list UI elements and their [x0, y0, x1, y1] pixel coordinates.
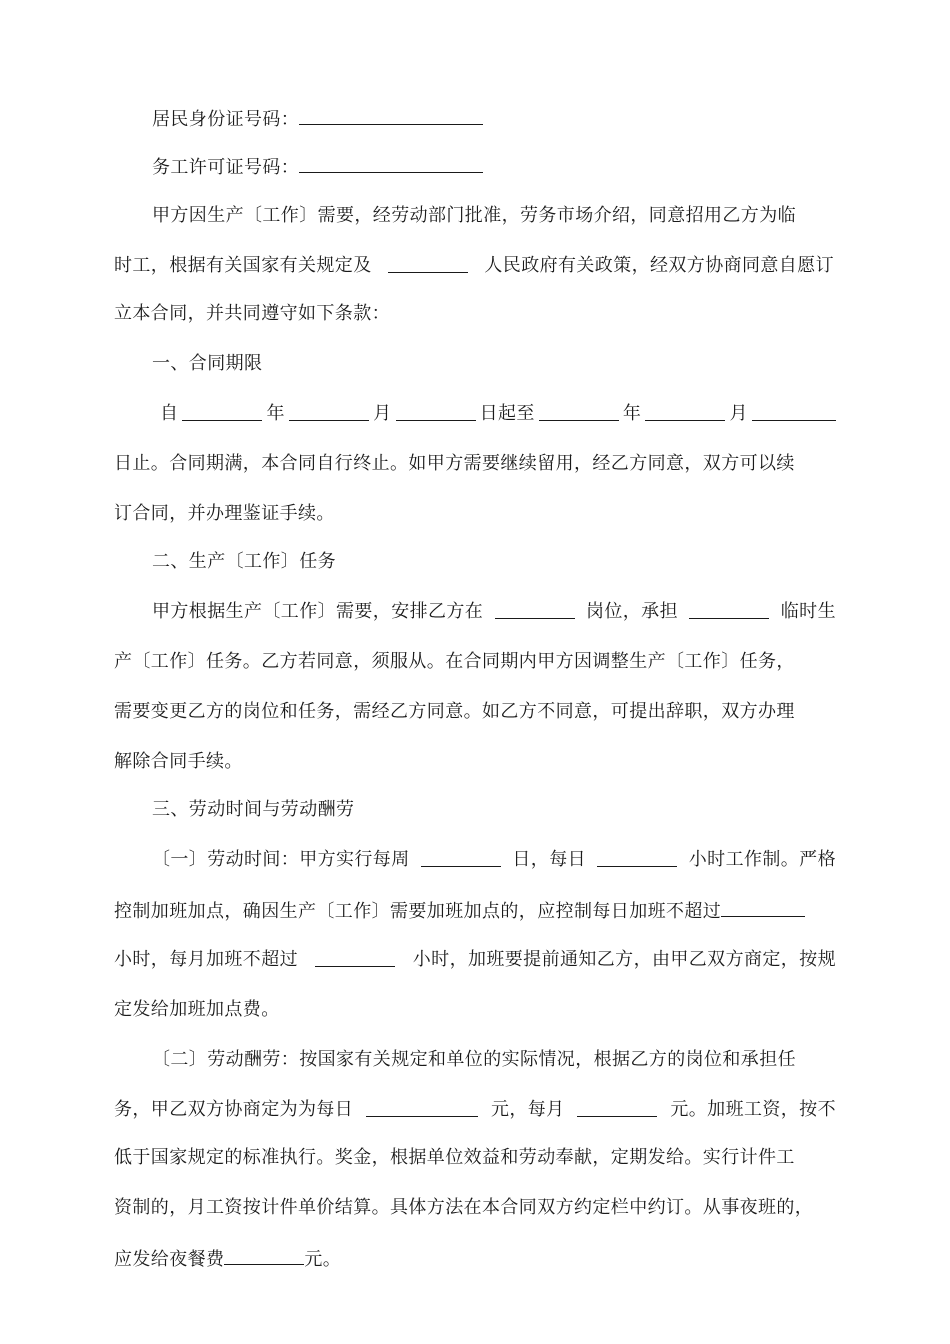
contract-period-line [160, 402, 836, 426]
hours-per-day-blank [597, 848, 677, 867]
end-month-blank [645, 402, 725, 421]
remuneration-line-5 [114, 1246, 341, 1272]
section-1-line-2: 日止。合同期满，本合同自行终止。如甲方需要继续留用，经乙方同意，双方可以续 [114, 453, 795, 474]
month-label-1: 月 [373, 403, 392, 424]
month-label-2: 月 [729, 403, 748, 424]
monthly-wage-blank [577, 1098, 657, 1117]
section-2-title: 二、生产〔工作〕任务 [152, 551, 336, 572]
intro-line-2-a: 时工，根据有关国家有关规定及 [114, 255, 372, 276]
working-hours-line-3-a: 小时，每月加班不超过 [114, 949, 298, 970]
section-2-line-3: 需要变更乙方的岗位和任务，需经乙方同意。如乙方不同意，可提出辞职，双方办理 [114, 701, 795, 722]
id-number-line [152, 106, 483, 132]
working-hours-line-1-a: 〔一〕劳动时间：甲方实行每周 [152, 849, 410, 870]
id-number-blank [299, 106, 483, 125]
permit-number-label: 务工许可证号码： [152, 157, 300, 178]
post-blank [495, 600, 575, 619]
days-per-week-blank [421, 848, 501, 867]
section-2-line-1 [152, 600, 836, 624]
start-day-blank [396, 402, 476, 421]
id-number-label: 居民身份证号码： [152, 109, 300, 130]
night-meal-blank [224, 1246, 304, 1265]
remuneration-line-2-c: 元。加班工资，按不 [670, 1099, 836, 1120]
from-label: 自 [160, 403, 179, 424]
working-hours-line-3 [114, 948, 836, 972]
intro-line-1: 甲方因生产〔工作〕需要，经劳动部门批准，劳务市场介绍，同意招用乙方为临 [152, 205, 796, 226]
section-2-line-1-a: 甲方根据生产〔工作〕需要，安排乙方在 [152, 601, 484, 622]
section-1-line-3: 订合同，并办理鉴证手续。 [114, 503, 335, 524]
section-1-title: 一、合同期限 [152, 353, 263, 374]
section-2-line-2: 产〔工作〕任务。乙方若同意，须服从。在合同期内甲方因调整生产〔工作〕任务， [114, 651, 795, 672]
task-blank [689, 600, 769, 619]
intro-line-2 [114, 254, 834, 278]
remuneration-line-2 [114, 1098, 836, 1122]
year-label-2: 年 [622, 403, 642, 424]
end-day-blank [752, 402, 836, 421]
section-3-title: 三、劳动时间与劳动酬劳 [152, 799, 355, 820]
remuneration-line-5-b: 元。 [304, 1249, 342, 1270]
start-year-blank [182, 402, 262, 421]
remuneration-line-2-a: 务，甲乙双方协商定为为每日 [114, 1099, 354, 1120]
daily-wage-blank [366, 1098, 478, 1117]
intro-line-2-b: 人民政府有关政策，经双方协商同意自愿订 [484, 255, 834, 276]
government-blank [388, 254, 468, 273]
remuneration-line-3: 低于国家规定的标准执行。奖金，根据单位效益和劳动奉献，定期发给。实行计件工 [114, 1147, 795, 1168]
daily-overtime-blank [721, 898, 805, 917]
section-2-line-4: 解除合同手续。 [114, 751, 243, 772]
remuneration-line-4: 资制的，月工资按计件单价结算。具体方法在本合同双方约定栏中约订。从事夜班的， [114, 1197, 814, 1218]
year-label-1: 年 [266, 403, 285, 424]
working-hours-line-1-b: 日，每日 [512, 849, 586, 870]
remuneration-line-1: 〔二〕劳动酬劳：按国家有关规定和单位的实际情况，根据乙方的岗位和承担任 [152, 1049, 796, 1070]
working-hours-line-2 [114, 898, 805, 924]
remuneration-line-2-b: 元，每月 [490, 1099, 565, 1120]
working-hours-line-3-b: 小时，加班要提前通知乙方，由甲乙双方商定，按规 [412, 949, 836, 970]
intro-line-3: 立本合同，并共同遵守如下条款： [114, 303, 390, 324]
working-hours-line-2-text: 控制加班加点，确因生产〔工作〕需要加班加点的，应控制每日加班不超过 [114, 901, 722, 922]
permit-number-line [152, 154, 483, 180]
working-hours-line-1-c: 小时工作制。严格 [688, 849, 836, 870]
working-hours-line-4: 定发给加班加点费。 [114, 999, 280, 1020]
remuneration-line-5-a: 应发给夜餐费 [114, 1249, 225, 1270]
start-month-blank [289, 402, 369, 421]
day-until-label: 日起至 [479, 403, 535, 424]
section-2-line-1-b: 岗位，承担 [585, 601, 678, 622]
section-2-line-1-c: 临时生 [780, 601, 836, 622]
working-hours-line-1 [152, 848, 836, 872]
end-year-blank [539, 402, 619, 421]
permit-number-blank [299, 154, 483, 173]
monthly-overtime-blank [315, 948, 395, 967]
